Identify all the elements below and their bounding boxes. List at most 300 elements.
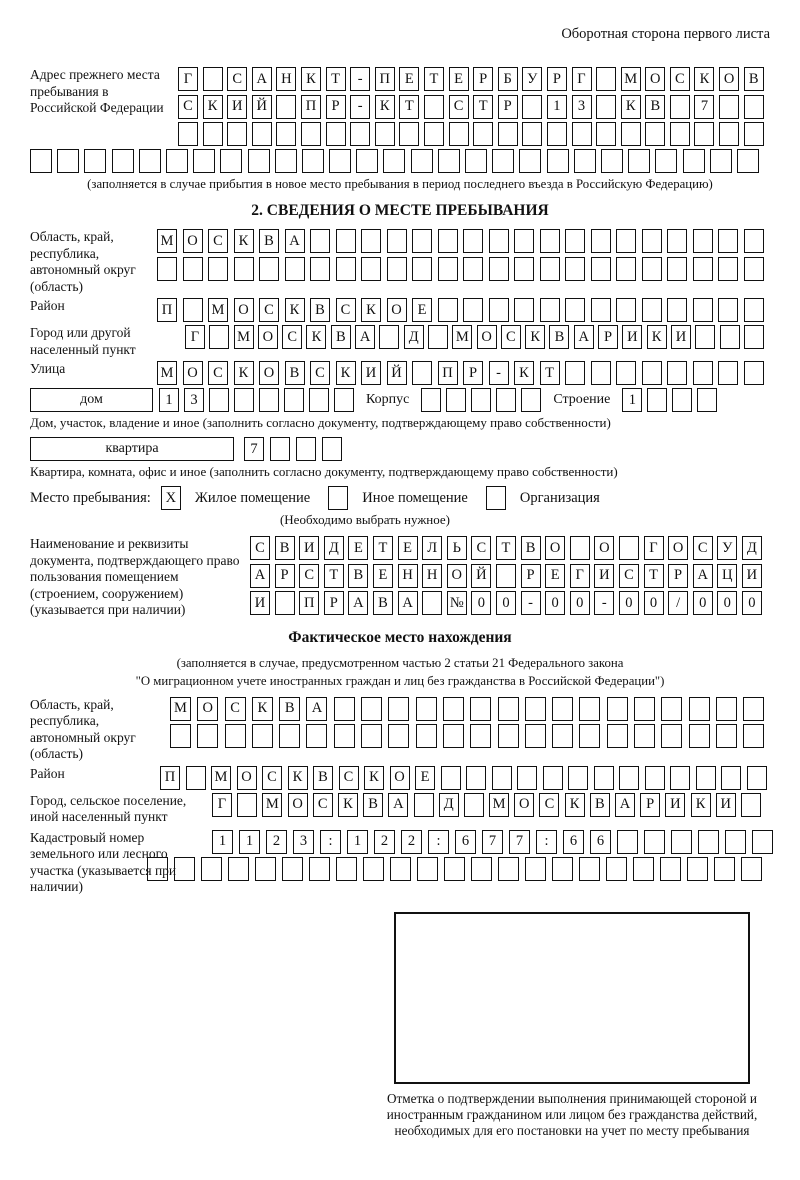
char-cell[interactable]: С (339, 766, 359, 790)
char-cell[interactable]: К (234, 229, 254, 253)
char-cell[interactable]: Т (424, 67, 444, 91)
char-cell[interactable]: Р (521, 564, 541, 588)
char-cell[interactable]: С (619, 564, 639, 588)
char-cell[interactable] (112, 149, 134, 173)
char-cell[interactable]: Г (570, 564, 590, 588)
char-cell[interactable]: : (320, 830, 341, 854)
char-cell[interactable]: К (288, 766, 308, 790)
char-cell[interactable] (166, 149, 188, 173)
char-cell[interactable]: О (447, 564, 467, 588)
char-cell[interactable]: А (348, 591, 368, 615)
char-cell[interactable] (616, 229, 636, 253)
char-cell[interactable]: У (522, 67, 542, 91)
char-cell[interactable]: 0 (644, 591, 664, 615)
char-cell[interactable]: Р (463, 361, 483, 385)
char-cell[interactable]: / (668, 591, 688, 615)
prev-address-row-1[interactable] (178, 67, 764, 91)
char-cell[interactable] (628, 149, 650, 173)
char-cell[interactable] (671, 830, 692, 854)
char-cell[interactable] (296, 437, 316, 461)
char-cell[interactable]: 1 (547, 95, 567, 119)
char-cell[interactable]: С (313, 793, 333, 817)
char-cell[interactable]: И (299, 536, 319, 560)
char-cell[interactable] (220, 149, 242, 173)
char-cell[interactable] (496, 388, 516, 412)
char-cell[interactable]: 3 (572, 95, 592, 119)
char-cell[interactable]: Т (644, 564, 664, 588)
char-cell[interactable] (492, 766, 512, 790)
char-cell[interactable] (572, 122, 592, 146)
char-cell[interactable] (336, 257, 356, 281)
char-cell[interactable]: К (285, 298, 305, 322)
char-cell[interactable] (473, 122, 493, 146)
char-cell[interactable]: И (622, 325, 642, 349)
char-cell[interactable] (421, 388, 441, 412)
char-cell[interactable] (270, 437, 290, 461)
char-cell[interactable]: О (390, 766, 410, 790)
char-cell[interactable] (234, 257, 254, 281)
char-cell[interactable]: С (208, 361, 228, 385)
char-cell[interactable] (616, 257, 636, 281)
char-cell[interactable] (209, 388, 229, 412)
char-cell[interactable]: О (197, 697, 218, 721)
char-cell[interactable]: Р (640, 793, 660, 817)
char-cell[interactable] (661, 724, 682, 748)
char-cell[interactable] (498, 724, 519, 748)
char-cell[interactable]: А (250, 564, 270, 588)
char-cell[interactable] (470, 697, 491, 721)
char-cell[interactable]: 1 (347, 830, 368, 854)
char-cell[interactable]: О (719, 67, 739, 91)
char-cell[interactable] (540, 257, 560, 281)
char-cell[interactable]: Е (415, 766, 435, 790)
char-cell[interactable]: М (262, 793, 282, 817)
char-cell[interactable] (616, 361, 636, 385)
char-cell[interactable]: К (621, 95, 641, 119)
char-cell[interactable]: Е (399, 67, 419, 91)
char-cell[interactable] (642, 298, 662, 322)
char-cell[interactable] (334, 388, 354, 412)
char-cell[interactable]: И (227, 95, 247, 119)
char-cell[interactable] (667, 361, 687, 385)
char-cell[interactable]: Г (572, 67, 592, 91)
stroenie-cells[interactable] (622, 388, 717, 412)
char-cell[interactable]: Р (473, 67, 493, 91)
char-cell[interactable]: 2 (374, 830, 395, 854)
char-cell[interactable] (693, 361, 713, 385)
char-cell[interactable] (552, 724, 573, 748)
char-cell[interactable]: Е (412, 298, 432, 322)
char-cell[interactable]: И (742, 564, 762, 588)
char-cell[interactable] (693, 298, 713, 322)
char-cell[interactable]: В (590, 793, 610, 817)
char-cell[interactable]: В (313, 766, 333, 790)
char-cell[interactable] (619, 536, 639, 560)
char-cell[interactable] (197, 724, 218, 748)
char-cell[interactable]: С (259, 298, 279, 322)
char-cell[interactable] (743, 724, 764, 748)
char-cell[interactable]: И (716, 793, 736, 817)
char-cell[interactable]: Н (276, 67, 296, 91)
char-cell[interactable] (698, 830, 719, 854)
char-cell[interactable]: М (489, 793, 509, 817)
char-cell[interactable] (718, 361, 738, 385)
apartment-cells[interactable] (244, 437, 342, 461)
char-cell[interactable] (363, 857, 384, 881)
char-cell[interactable] (301, 122, 321, 146)
char-cell[interactable]: О (258, 325, 278, 349)
char-cell[interactable] (744, 95, 764, 119)
char-cell[interactable]: Г (178, 67, 198, 91)
char-cell[interactable] (471, 388, 491, 412)
document-row-1[interactable] (250, 536, 762, 560)
char-cell[interactable] (540, 298, 560, 322)
char-cell[interactable] (428, 325, 448, 349)
char-cell[interactable] (519, 149, 541, 173)
char-cell[interactable]: С (299, 564, 319, 588)
char-cell[interactable] (237, 793, 257, 817)
char-cell[interactable] (670, 122, 690, 146)
prev-address-row-3[interactable] (178, 122, 764, 146)
char-cell[interactable]: С (262, 766, 282, 790)
char-cell[interactable]: К (338, 793, 358, 817)
char-cell[interactable]: В (373, 591, 393, 615)
char-cell[interactable] (282, 857, 303, 881)
char-cell[interactable]: М (157, 361, 177, 385)
char-cell[interactable]: К (252, 697, 273, 721)
char-cell[interactable] (633, 857, 654, 881)
char-cell[interactable] (186, 766, 206, 790)
char-cell[interactable] (438, 229, 458, 253)
char-cell[interactable] (687, 857, 708, 881)
char-cell[interactable]: С (336, 298, 356, 322)
char-cell[interactable]: В (549, 325, 569, 349)
char-cell[interactable] (416, 697, 437, 721)
char-cell[interactable]: Й (387, 361, 407, 385)
char-cell[interactable] (279, 724, 300, 748)
char-cell[interactable]: М (157, 229, 177, 253)
char-cell[interactable]: И (671, 325, 691, 349)
char-cell[interactable]: Т (496, 536, 516, 560)
char-cell[interactable]: К (306, 325, 326, 349)
char-cell[interactable] (178, 122, 198, 146)
char-cell[interactable] (710, 149, 732, 173)
char-cell[interactable]: У (717, 536, 737, 560)
char-cell[interactable] (721, 766, 741, 790)
char-cell[interactable]: Д (742, 536, 762, 560)
char-cell[interactable] (388, 724, 409, 748)
char-cell[interactable]: К (525, 325, 545, 349)
char-cell[interactable] (170, 724, 191, 748)
char-cell[interactable] (741, 793, 761, 817)
char-cell[interactable] (444, 857, 465, 881)
char-cell[interactable] (619, 766, 639, 790)
char-cell[interactable] (693, 257, 713, 281)
char-cell[interactable]: Е (348, 536, 368, 560)
char-cell[interactable] (361, 229, 381, 253)
char-cell[interactable] (667, 229, 687, 253)
char-cell[interactable]: Т (473, 95, 493, 119)
char-cell[interactable] (752, 830, 773, 854)
char-cell[interactable] (275, 591, 295, 615)
char-cell[interactable]: А (252, 67, 272, 91)
char-cell[interactable]: Й (471, 564, 491, 588)
char-cell[interactable] (570, 536, 590, 560)
char-cell[interactable] (259, 388, 279, 412)
char-cell[interactable]: Е (398, 536, 418, 560)
char-cell[interactable]: М (211, 766, 231, 790)
char-cell[interactable]: К (301, 67, 321, 91)
char-cell[interactable] (667, 257, 687, 281)
char-cell[interactable]: Е (449, 67, 469, 91)
region-row-1[interactable] (157, 229, 764, 253)
char-cell[interactable]: А (285, 229, 305, 253)
char-cell[interactable]: В (348, 564, 368, 588)
char-cell[interactable] (139, 149, 161, 173)
char-cell[interactable] (193, 149, 215, 173)
char-cell[interactable]: 1 (212, 830, 233, 854)
char-cell[interactable] (718, 229, 738, 253)
char-cell[interactable]: 0 (545, 591, 565, 615)
district-row[interactable] (157, 298, 764, 322)
char-cell[interactable] (579, 724, 600, 748)
char-cell[interactable]: : (536, 830, 557, 854)
char-cell[interactable] (306, 724, 327, 748)
char-cell[interactable]: 0 (693, 591, 713, 615)
char-cell[interactable] (670, 95, 690, 119)
char-cell[interactable] (552, 697, 573, 721)
char-cell[interactable]: М (452, 325, 472, 349)
char-cell[interactable] (683, 149, 705, 173)
char-cell[interactable]: Р (598, 325, 618, 349)
char-cell[interactable] (565, 361, 585, 385)
char-cell[interactable] (565, 229, 585, 253)
char-cell[interactable] (720, 325, 740, 349)
char-cell[interactable]: А (574, 325, 594, 349)
char-cell[interactable]: В (645, 95, 665, 119)
actual-region-row-2[interactable] (170, 724, 764, 748)
char-cell[interactable] (697, 388, 717, 412)
char-cell[interactable]: К (375, 95, 395, 119)
house-number-cells[interactable] (159, 388, 354, 412)
char-cell[interactable] (621, 122, 641, 146)
char-cell[interactable]: О (594, 536, 614, 560)
char-cell[interactable] (617, 830, 638, 854)
char-cell[interactable] (463, 229, 483, 253)
char-cell[interactable]: Р (547, 67, 567, 91)
char-cell[interactable]: М (234, 325, 254, 349)
actual-region-row-1[interactable] (170, 697, 764, 721)
char-cell[interactable]: С (539, 793, 559, 817)
char-cell[interactable]: П (438, 361, 458, 385)
char-cell[interactable]: Г (185, 325, 205, 349)
char-cell[interactable] (579, 857, 600, 881)
char-cell[interactable]: - (489, 361, 509, 385)
char-cell[interactable]: К (336, 361, 356, 385)
char-cell[interactable] (203, 67, 223, 91)
char-cell[interactable] (565, 298, 585, 322)
char-cell[interactable]: П (301, 95, 321, 119)
char-cell[interactable] (525, 724, 546, 748)
char-cell[interactable]: 0 (496, 591, 516, 615)
char-cell[interactable] (375, 122, 395, 146)
char-cell[interactable]: С (282, 325, 302, 349)
char-cell[interactable]: И (594, 564, 614, 588)
char-cell[interactable] (744, 229, 764, 253)
region-row-2[interactable] (157, 257, 764, 281)
char-cell[interactable] (525, 857, 546, 881)
char-cell[interactable]: О (477, 325, 497, 349)
korpus-cells[interactable] (421, 388, 541, 412)
char-cell[interactable] (209, 325, 229, 349)
char-cell[interactable] (514, 229, 534, 253)
stay-checkbox-other[interactable] (328, 486, 348, 510)
char-cell[interactable] (616, 298, 636, 322)
stay-checkbox-organization[interactable] (486, 486, 506, 510)
char-cell[interactable] (540, 229, 560, 253)
char-cell[interactable] (498, 857, 519, 881)
char-cell[interactable] (438, 149, 460, 173)
char-cell[interactable]: П (157, 298, 177, 322)
char-cell[interactable]: А (615, 793, 635, 817)
char-cell[interactable] (438, 257, 458, 281)
char-cell[interactable] (379, 325, 399, 349)
char-cell[interactable] (660, 857, 681, 881)
char-cell[interactable] (744, 361, 764, 385)
char-cell[interactable]: № (447, 591, 467, 615)
char-cell[interactable] (361, 724, 382, 748)
char-cell[interactable] (443, 697, 464, 721)
char-cell[interactable]: В (275, 536, 295, 560)
char-cell[interactable]: С (501, 325, 521, 349)
char-cell[interactable] (30, 149, 52, 173)
char-cell[interactable]: 6 (563, 830, 584, 854)
char-cell[interactable]: В (285, 361, 305, 385)
char-cell[interactable]: К (234, 361, 254, 385)
char-cell[interactable] (334, 724, 355, 748)
char-cell[interactable] (716, 697, 737, 721)
char-cell[interactable] (591, 229, 611, 253)
char-cell[interactable] (514, 257, 534, 281)
char-cell[interactable]: Л (422, 536, 442, 560)
char-cell[interactable] (255, 857, 276, 881)
prev-address-row-2[interactable] (178, 95, 764, 119)
char-cell[interactable]: С (225, 697, 246, 721)
char-cell[interactable]: П (299, 591, 319, 615)
stay-checkbox-residential[interactable] (161, 486, 181, 510)
char-cell[interactable]: Т (540, 361, 560, 385)
char-cell[interactable]: О (288, 793, 308, 817)
char-cell[interactable] (747, 766, 767, 790)
char-cell[interactable] (594, 766, 614, 790)
char-cell[interactable] (84, 149, 106, 173)
char-cell[interactable]: Т (324, 564, 344, 588)
char-cell[interactable]: Т (373, 536, 393, 560)
prev-address-row-4[interactable] (30, 149, 770, 173)
char-cell[interactable] (438, 298, 458, 322)
char-cell[interactable] (714, 857, 735, 881)
char-cell[interactable]: В (363, 793, 383, 817)
char-cell[interactable]: 7 (482, 830, 503, 854)
char-cell[interactable]: В (310, 298, 330, 322)
char-cell[interactable]: Е (545, 564, 565, 588)
char-cell[interactable] (606, 857, 627, 881)
char-cell[interactable]: Н (398, 564, 418, 588)
char-cell[interactable] (350, 122, 370, 146)
char-cell[interactable]: К (361, 298, 381, 322)
char-cell[interactable]: С (670, 67, 690, 91)
char-cell[interactable] (607, 697, 628, 721)
char-cell[interactable]: 0 (471, 591, 491, 615)
char-cell[interactable] (471, 857, 492, 881)
char-cell[interactable] (737, 149, 759, 173)
char-cell[interactable]: И (250, 591, 270, 615)
char-cell[interactable]: Б (498, 67, 518, 91)
char-cell[interactable] (309, 857, 330, 881)
char-cell[interactable] (517, 766, 537, 790)
char-cell[interactable] (322, 437, 342, 461)
char-cell[interactable] (399, 122, 419, 146)
char-cell[interactable] (441, 766, 461, 790)
char-cell[interactable]: В (259, 229, 279, 253)
char-cell[interactable]: - (350, 95, 370, 119)
char-cell[interactable] (642, 361, 662, 385)
char-cell[interactable] (744, 122, 764, 146)
char-cell[interactable] (387, 257, 407, 281)
char-cell[interactable]: 1 (239, 830, 260, 854)
char-cell[interactable] (390, 857, 411, 881)
char-cell[interactable] (208, 257, 228, 281)
char-cell[interactable] (424, 95, 444, 119)
char-cell[interactable] (464, 793, 484, 817)
char-cell[interactable]: X (161, 486, 181, 510)
char-cell[interactable]: 2 (401, 830, 422, 854)
char-cell[interactable] (498, 697, 519, 721)
char-cell[interactable]: М (621, 67, 641, 91)
char-cell[interactable] (596, 122, 616, 146)
char-cell[interactable]: В (331, 325, 351, 349)
char-cell[interactable] (252, 724, 273, 748)
char-cell[interactable]: А (306, 697, 327, 721)
char-cell[interactable] (522, 95, 542, 119)
char-cell[interactable]: О (387, 298, 407, 322)
char-cell[interactable]: О (259, 361, 279, 385)
char-cell[interactable]: 3 (293, 830, 314, 854)
char-cell[interactable] (310, 229, 330, 253)
cadastral-row-1[interactable] (212, 830, 770, 854)
char-cell[interactable]: Г (644, 536, 664, 560)
char-cell[interactable] (565, 257, 585, 281)
char-cell[interactable] (744, 298, 764, 322)
char-cell[interactable] (416, 724, 437, 748)
char-cell[interactable]: 0 (570, 591, 590, 615)
char-cell[interactable] (470, 724, 491, 748)
char-cell[interactable] (412, 229, 432, 253)
char-cell[interactable] (489, 229, 509, 253)
char-cell[interactable]: С (449, 95, 469, 119)
char-cell[interactable]: В (744, 67, 764, 91)
char-cell[interactable] (716, 724, 737, 748)
char-cell[interactable] (383, 149, 405, 173)
char-cell[interactable]: О (234, 298, 254, 322)
char-cell[interactable] (336, 857, 357, 881)
char-cell[interactable] (694, 122, 714, 146)
char-cell[interactable] (634, 724, 655, 748)
char-cell[interactable]: А (355, 325, 375, 349)
char-cell[interactable] (667, 298, 687, 322)
char-cell[interactable] (234, 388, 254, 412)
char-cell[interactable] (492, 149, 514, 173)
